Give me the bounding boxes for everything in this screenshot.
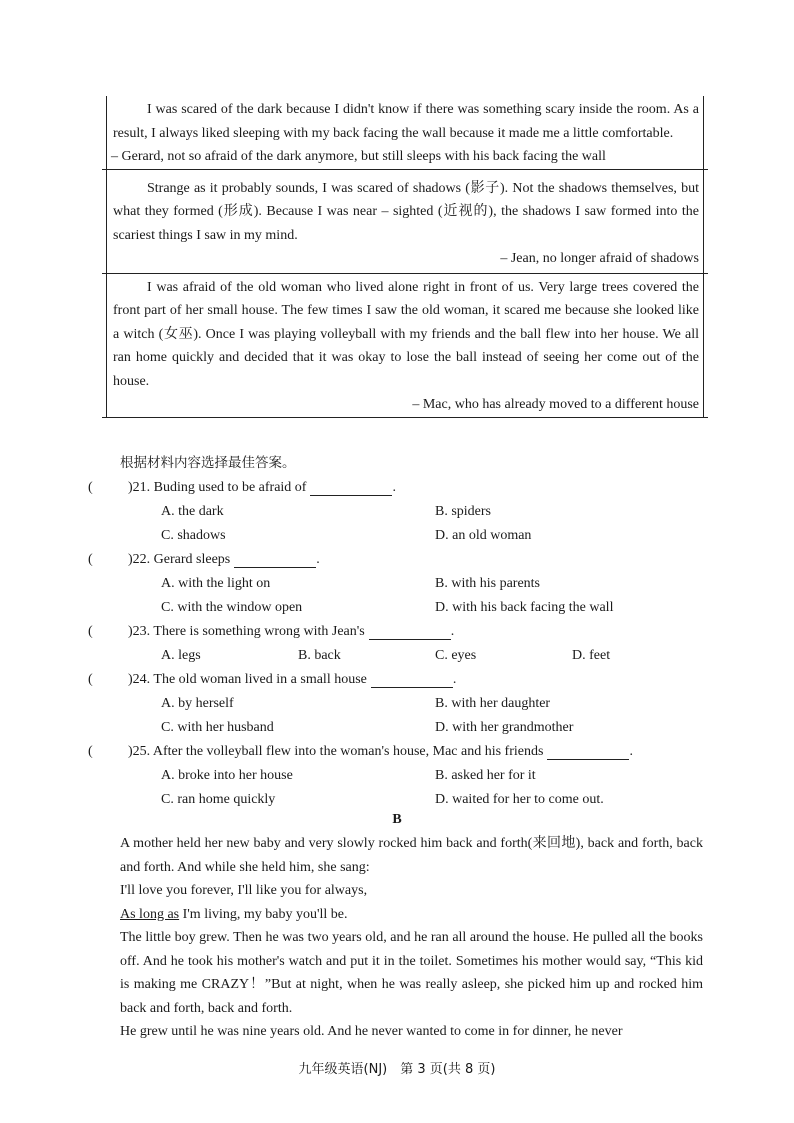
option-b[interactable]: B. asked her for it xyxy=(435,768,536,784)
question-22 xyxy=(88,548,708,572)
option-a[interactable]: A. legs xyxy=(161,648,201,664)
option-a[interactable]: A. the dark xyxy=(161,504,224,520)
instruction: 根据材料内容选择最佳答案。 xyxy=(120,455,296,471)
answer-blank[interactable] xyxy=(369,625,451,640)
option-d[interactable]: D. with his back facing the wall xyxy=(435,600,614,616)
options-22 xyxy=(88,572,708,596)
question-stem: )24. The old woman lived in a small house xyxy=(128,672,367,688)
question-end: . xyxy=(392,480,396,496)
option-b[interactable]: B. with her daughter xyxy=(435,696,551,712)
question-end: . xyxy=(452,672,457,688)
story-song-line: I'll love you forever, I'll like you for always, xyxy=(120,883,368,898)
question-stem: )21. Buding used to be afraid of xyxy=(128,480,307,496)
answer-blank[interactable] xyxy=(234,553,316,568)
option-a[interactable]: A. broke into her house xyxy=(161,768,293,784)
option-c[interactable]: C. eyes xyxy=(435,648,477,664)
answer-paren[interactable]: ( xyxy=(88,672,93,688)
option-d[interactable]: D. an old woman xyxy=(435,528,532,544)
passage-signature: – Gerard, not so afraid of the dark anymore, but still sleeps with his back facing the wall xyxy=(111,149,606,164)
divider xyxy=(102,417,708,418)
option-d[interactable]: D. with her grandmother xyxy=(435,720,574,736)
option-b[interactable]: B. back xyxy=(298,648,341,664)
option-c[interactable]: C. shadows xyxy=(161,528,226,544)
options-21 xyxy=(88,500,708,524)
passage-text: Strange as it probably sounds, I was scared of shadows (影子). Not the shadows themselves, but what they formed (形成). Because I was near – sighted (近视的), the shadows I saw formed into the scariest things I saw in my mind. xyxy=(113,180,699,243)
question-stem: )23. There is something wrong with Jean's xyxy=(128,624,365,640)
options-25 xyxy=(88,764,708,788)
passage-signature: – Mac, who has already moved to a different house xyxy=(412,397,699,412)
answer-blank[interactable] xyxy=(310,481,392,496)
option-a[interactable]: A. by herself xyxy=(161,696,234,712)
story-paragraph: The little boy grew. Then he was two years old, and he ran all around the house. He pulled all the books off. And he took his mother's watch and put it in the toilet. Sometimes his mother would say, “This kid is making me CRAZY！”But at night, when he was really asleep, she picked him up and rocked him back and forth, back and forth. xyxy=(120,930,703,1016)
underlined-phrase: As long as xyxy=(120,906,180,922)
section-b-title: B xyxy=(392,812,402,827)
option-c[interactable]: C. with the window open xyxy=(161,600,303,616)
option-c[interactable]: C. with her husband xyxy=(161,720,274,736)
question-end: . xyxy=(316,552,320,568)
options-22-cd xyxy=(88,596,708,620)
passage-signature: – Jean, no longer afraid of shadows xyxy=(500,251,699,266)
question-end: . xyxy=(450,624,455,640)
story-paragraph: He grew until he was nine years old. And he never wanted to come in for dinner, he never xyxy=(120,1024,623,1039)
question-stem: )25. After the volleyball flew into the woman's house, Mac and his friends xyxy=(128,744,544,760)
question-stem: )22. Gerard sleeps xyxy=(128,552,231,568)
option-a[interactable]: A. with the light on xyxy=(161,576,271,592)
option-b[interactable]: B. spiders xyxy=(435,504,491,520)
option-b[interactable]: B. with his parents xyxy=(435,576,540,592)
song-line-rest: I'm living, my baby you'll be. xyxy=(179,906,348,922)
answer-paren[interactable]: ( xyxy=(88,552,93,568)
answer-blank[interactable] xyxy=(371,673,453,688)
passage-text: I was afraid of the old woman who lived alone right in front of us. Very large trees covered the front part of her small house. The few times I saw the old woman, it scared me because she looked like a witch (女巫). Once I was playing volleyball with my friends and the ball flew into her house. We all ran home quickly and decided that it was okay to lose the ball instead of seeing her come out of the house. xyxy=(113,279,699,389)
passage-gerard xyxy=(107,96,703,169)
option-c[interactable]: C. ran home quickly xyxy=(161,792,276,808)
question-21 xyxy=(88,476,708,500)
question-25 xyxy=(88,740,708,764)
answer-paren[interactable]: ( xyxy=(88,744,93,760)
passage-text: I was scared of the dark because I didn't know if there was something scary inside the room. As a result, I always liked sleeping with my back facing the wall because it made me a little comfortable. xyxy=(113,102,699,141)
story-song-line xyxy=(120,903,703,927)
options-24-cd xyxy=(88,716,708,740)
option-d[interactable]: D. feet xyxy=(572,648,611,664)
options-24 xyxy=(88,692,708,716)
answer-paren[interactable]: ( xyxy=(88,480,93,496)
question-list xyxy=(88,476,708,812)
option-d[interactable]: D. waited for her to come out. xyxy=(435,792,604,808)
page-footer: 九年级英语(NJ) 第 3 页(共 8 页) xyxy=(298,1062,496,1077)
passage-jean xyxy=(107,170,703,273)
question-23 xyxy=(88,620,708,644)
answer-paren[interactable]: ( xyxy=(88,624,93,640)
passage-mac xyxy=(107,274,703,417)
passage-a-boxes xyxy=(106,96,704,418)
question-end: . xyxy=(629,744,633,760)
story-paragraph: A mother held her new baby and very slowly rocked him back and forth(来回地), back and forth, back and forth. And while she held him, she sang: xyxy=(120,836,703,875)
answer-blank[interactable] xyxy=(547,745,629,760)
options-23 xyxy=(88,644,708,668)
question-24 xyxy=(88,668,708,692)
options-21-cd xyxy=(88,524,708,548)
passage-b xyxy=(120,832,703,1044)
